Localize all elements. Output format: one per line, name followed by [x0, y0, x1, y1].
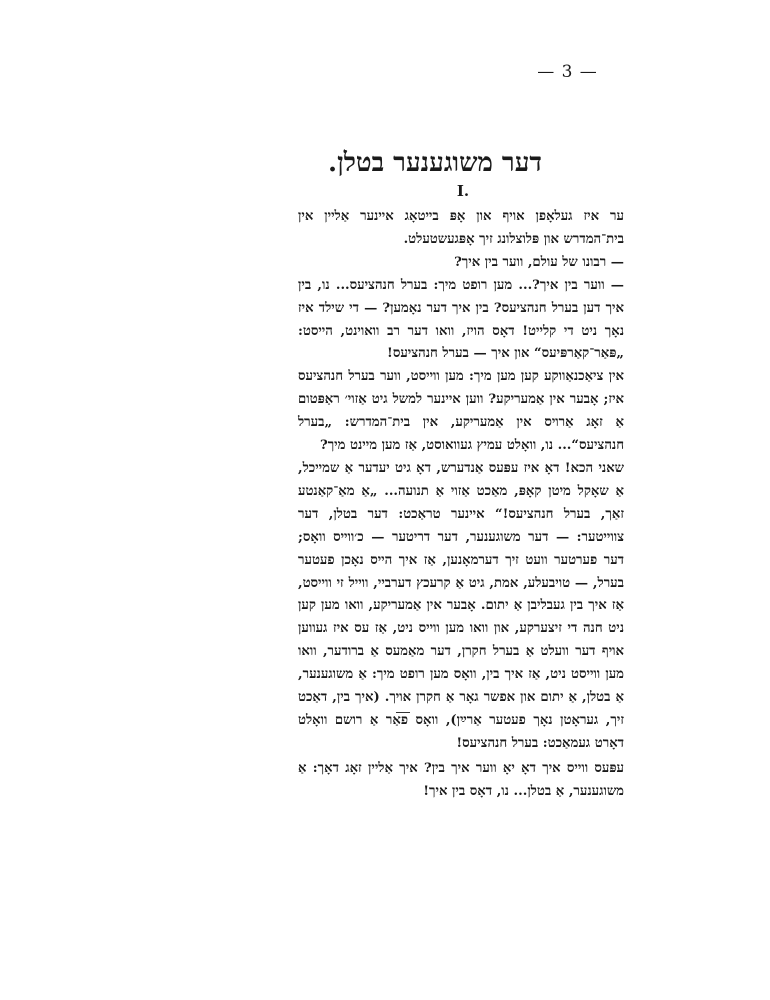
paragraph: ער איז געלאָפן אויף און אָפּ בייטאָג איינער אַליין אין בית־המדרש און פּלוצלונג זיך אָפּגעשטעלט.: [298, 209, 624, 247]
paragraph: — רבונו של עולם, ווער בין איך?: [454, 254, 624, 270]
paragraph: עפּעס ווייס איך דאָ יאָ ווער איך בין? איך אַליין זאָג דאָך: אַ משוגענער, אַ בטלן... נו, דאָס בין איך!: [298, 760, 624, 799]
end-divider: [396, 712, 410, 713]
paragraph: שאני הכא! דאָ איז עפּעס אַנדערש, דאָ גיט יעדער אַ שמייכל, אַ שאָקל מיטן קאָפּ, מאַכט אַזוי אַ תנועה... „אַ מאַ־קאַנטע זאַך, בערל חנהציעס!“ איינער טראַכט: דער בטלן, דער צווייטער: — דער משוגענער, דער דריטער — כ׳ווייס וואָס; דער פערטער וועט זיך דערמאָנען, אַז איך הייס נאָכן פעטער בערל, — טויבעלע, אמת, גיט אַ קרעכץ דערביי, ווייל זי ווייסט, אַז איך בין געבליבן אַ יתום. אָבער אין אַמעריקע, וואו מען קען ניט חנה די זיצערקע, און וואו מען ווייס ניט, אַז עס איז געווען אויף דער וועלט אַ בערל חקרן, דער מאַמעס אַ ברודער, וואו מען ווייסט ניט, אַז איך בין, וואָס מען רופט מיך: אַ משוגענער, אַ בטלן, אַ יתום און אפשר גאָר אַ חקרן אויך. (איך בין, דאַכט זיך, געראָטן נאָך פעטער אַרײַן), וואָס פאַר אַ רושם וואָלט דאָרט געמאַכט: בערל חנהציעס!: [298, 460, 624, 751]
chapter-title: דער משוגענער בטלן.: [328, 148, 542, 178]
paragraph: אין ציאַכנאַווקע קען מען מיך: מען ווייסט, ווער בערל חנהציעס איז; אָבער אין אַמעריקע? ווען איינער למשל גיט אַזוי׳ ראַפּטום אַ זאָג אַרויס אין אַמעריקע, אין בית־המדרש: „בערל חנהציעס“... נו, וואָלט עמיץ געוואוסט, אַז מען מיינט מיך?: [298, 369, 624, 454]
page-number-text: — 3 —: [537, 62, 598, 82]
body-text: [298, 206, 624, 804]
section-number: I.: [456, 182, 470, 200]
paragraph: — ווער בין איך?... מען רופט מיך: בערל חנהציעס... נו, בין איך דען בערל חנהציעס? בין איך דער נאָמען? — די שילד איז נאָך ניט די קלייט! דאָס הויז, וואו דער רב וואוינט, הייסט: „פּאַר־קאַרפּיעס“ און איך — בערל חנהציעס!: [298, 277, 624, 362]
page-number: [0, 62, 770, 82]
